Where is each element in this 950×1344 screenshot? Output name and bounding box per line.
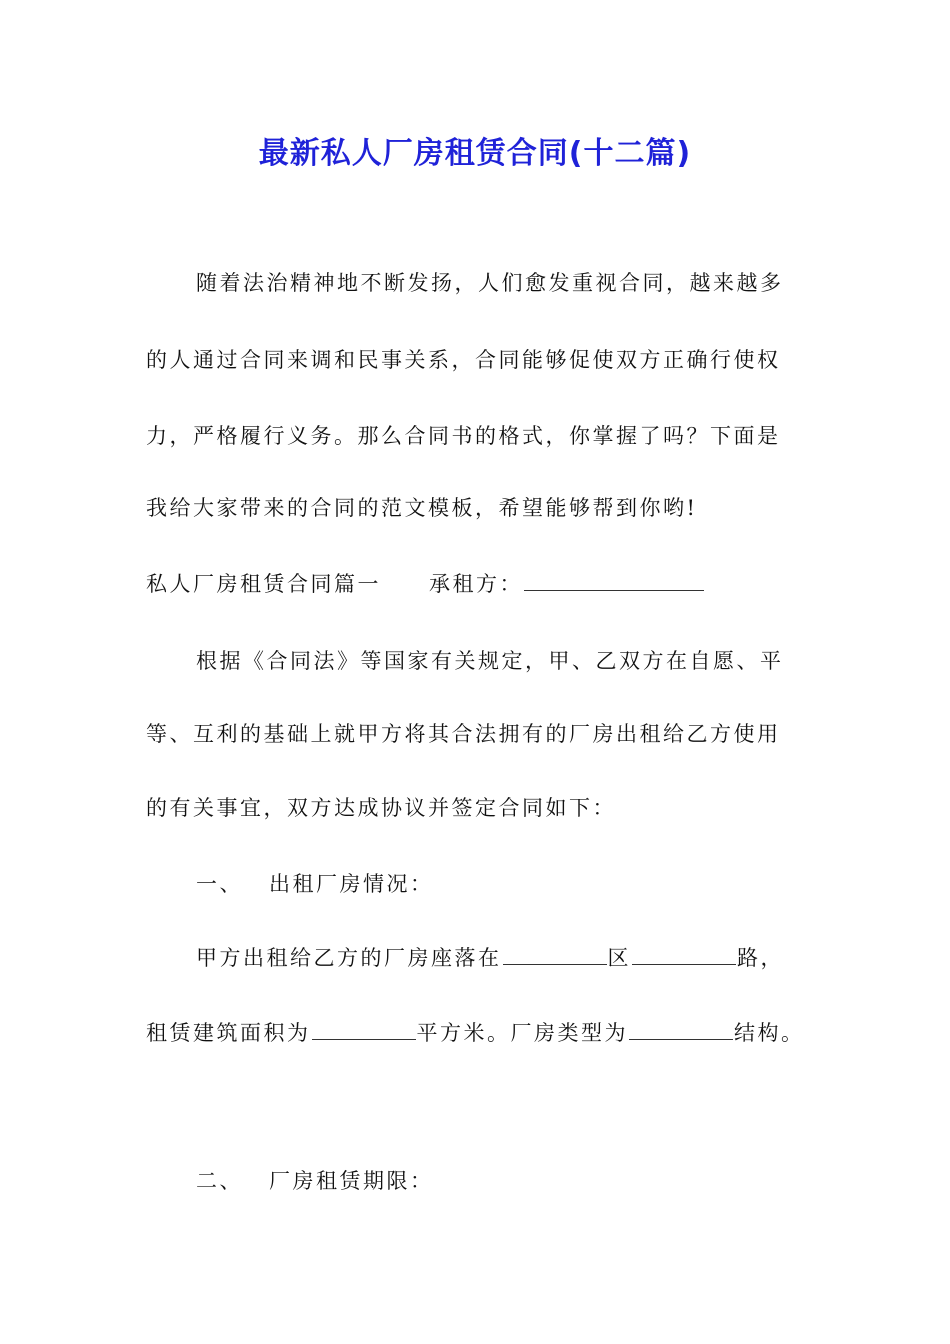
intro-line-2: 的人通过合同来调和民事关系，合同能够促使双方正确行使权 [146, 348, 781, 372]
area-unit: 平方米。厂房类型为 [416, 1021, 628, 1045]
structure-blank [629, 1019, 733, 1040]
location-prefix: 甲方出租给乙方的厂房座落在 [196, 946, 502, 970]
area-suffix: 结构。 [734, 1021, 805, 1045]
district-label: 区 [607, 946, 631, 970]
intro-line-1: 随着法治精神地不断发扬，人们愈发重视合同，越来越多 [196, 271, 784, 295]
basis-line-2: 等、互利的基础上就甲方将其合法拥有的厂房出租给乙方使用 [146, 722, 781, 746]
clause-2-heading [196, 1166, 434, 1196]
section-heading-line [146, 569, 705, 599]
area-line [146, 1018, 805, 1048]
road-blank [632, 944, 736, 965]
basis-line-1: 根据《合同法》等国家有关规定，甲、乙双方在自愿、平 [196, 649, 784, 673]
location-line [196, 943, 784, 973]
lessee-blank [524, 570, 704, 591]
district-blank [503, 944, 607, 965]
clause-1-heading [196, 869, 434, 899]
area-blank [312, 1019, 416, 1040]
document-title: 最新私人厂房租赁合同(十二篇) [258, 136, 692, 171]
lessee-label: 承租方： [429, 572, 523, 596]
section-heading: 私人厂房租赁合同篇一 [146, 572, 381, 596]
clause-1-number: 一、 [196, 872, 243, 896]
area-prefix: 租赁建筑面积为 [146, 1021, 311, 1045]
basis-line-3: 的有关事宜，双方达成协议并签定合同如下： [146, 796, 616, 820]
clause-2-number: 二、 [196, 1169, 243, 1193]
intro-line-4: 我给大家带来的合同的范文模板，希望能够帮到你哟! [146, 496, 698, 520]
intro-line-3: 力，严格履行义务。那么合同书的格式，你掌握了吗？下面是 [146, 424, 781, 448]
road-label: 路， [737, 946, 784, 970]
clause-1-title: 出租厂房情况： [269, 872, 434, 896]
clause-2-title: 厂房租赁期限： [269, 1169, 434, 1193]
